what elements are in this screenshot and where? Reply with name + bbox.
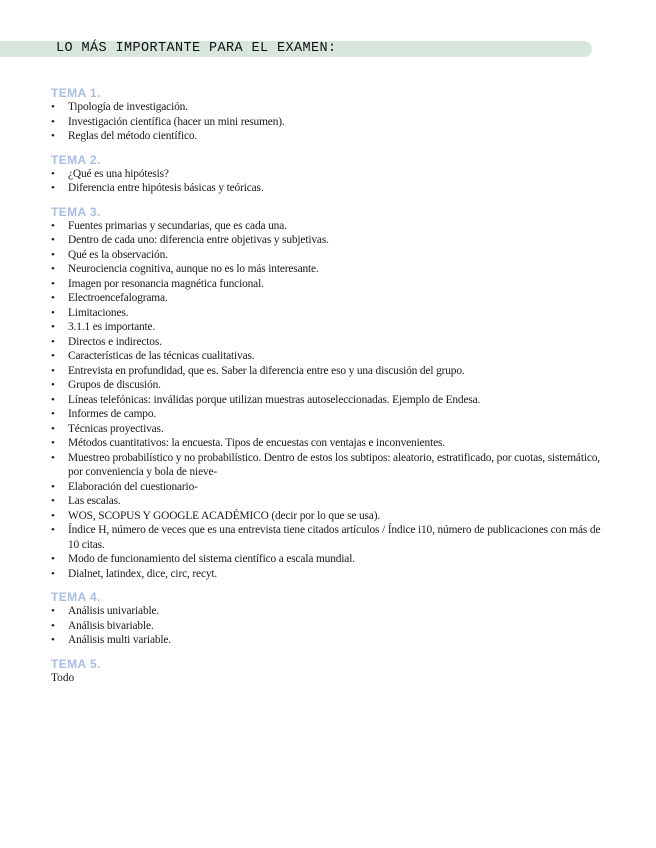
list-item: • ¿Qué es una hipótesis? (51, 167, 611, 182)
document-body (51, 86, 611, 685)
section-heading: TEMA 5. (51, 656, 101, 671)
list-item: • Dialnet, latindex, dice, circ, recyt. (51, 567, 611, 582)
bullet-list (51, 167, 611, 196)
list-item: • Elaboración del cuestionario- (51, 480, 611, 495)
list-item: • Líneas telefónicas: inválidas porque utilizan muestras autoseleccionadas. Ejemplo de Endesa. (51, 393, 611, 408)
list-item: • Modo de funcionamiento del sistema científico a escala mundial. (51, 552, 611, 567)
section-heading: TEMA 3. (51, 204, 101, 219)
list-item: • WOS, SCOPUS Y GOOGLE ACADÉMICO (decir por lo que se usa). (51, 509, 611, 524)
list-item: • 3.1.1 es importante. (51, 320, 611, 335)
list-item: • Características de las técnicas cualitativas. (51, 349, 611, 364)
list-item: • Análisis bivariable. (51, 619, 611, 634)
section-text: Todo (51, 671, 75, 684)
list-item: • Dentro de cada uno: diferencia entre objetivas y subjetivas. (51, 233, 611, 248)
list-item: • Índice H, número de veces que es una entrevista tiene citados artículos / Índice i10, número de publicaciones con más de 10 citas. (51, 523, 611, 552)
list-item: • Diferencia entre hipótesis básicas y teóricas. (51, 181, 611, 196)
list-item: • Limitaciones. (51, 306, 611, 321)
list-item: • Técnicas proyectivas. (51, 422, 611, 437)
list-item: • Imagen por resonancia magnética funcional. (51, 277, 611, 292)
list-item: • Electroencefalograma. (51, 291, 611, 306)
list-item: • Métodos cuantitativos: la encuesta. Tipos de encuestas con ventajas e inconvenientes. (51, 436, 611, 451)
list-item: • Neurociencia cognitiva, aunque no es lo más interesante. (51, 262, 611, 277)
section-tema-3 (51, 205, 611, 582)
list-item: • Muestreo probabilístico y no probabilístico. Dentro de estos los subtipos: aleatorio, estratificado, por cuotas, sistemático, por conveniencia y bola de nieve- (51, 451, 611, 480)
section-heading: TEMA 1. (51, 86, 101, 100)
list-item: • Informes de campo. (51, 407, 611, 422)
list-item: • Análisis multi variable. (51, 633, 611, 648)
list-item: • Entrevista en profundidad, que es. Saber la diferencia entre eso y una discusión del grupo. (51, 364, 611, 379)
list-item: • Fuentes primarias y secundarias, que es cada una. (51, 219, 611, 234)
section-tema-5 (51, 657, 611, 686)
bullet-list (51, 604, 611, 648)
bullet-list (51, 219, 611, 582)
page-title: LO MÁS IMPORTANTE PARA EL EXAMEN: (56, 41, 337, 56)
list-item: • Qué es la observación. (51, 248, 611, 263)
list-item: • Investigación científica (hacer un mini resumen). (51, 115, 611, 130)
list-item: • Directos e indirectos. (51, 335, 611, 350)
section-tema-1 (51, 86, 611, 144)
list-item: • Tipología de investigación. (51, 100, 611, 115)
section-tema-2 (51, 153, 611, 196)
bullet-list (51, 100, 611, 144)
list-item: • Análisis univariable. (51, 604, 611, 619)
section-heading: TEMA 4. (51, 590, 101, 604)
section-tema-4 (51, 590, 611, 648)
section-heading: TEMA 2. (51, 152, 101, 167)
list-item: • Las escalas. (51, 494, 611, 509)
list-item: • Reglas del método científico. (51, 129, 611, 144)
list-item: • Grupos de discusión. (51, 378, 611, 393)
